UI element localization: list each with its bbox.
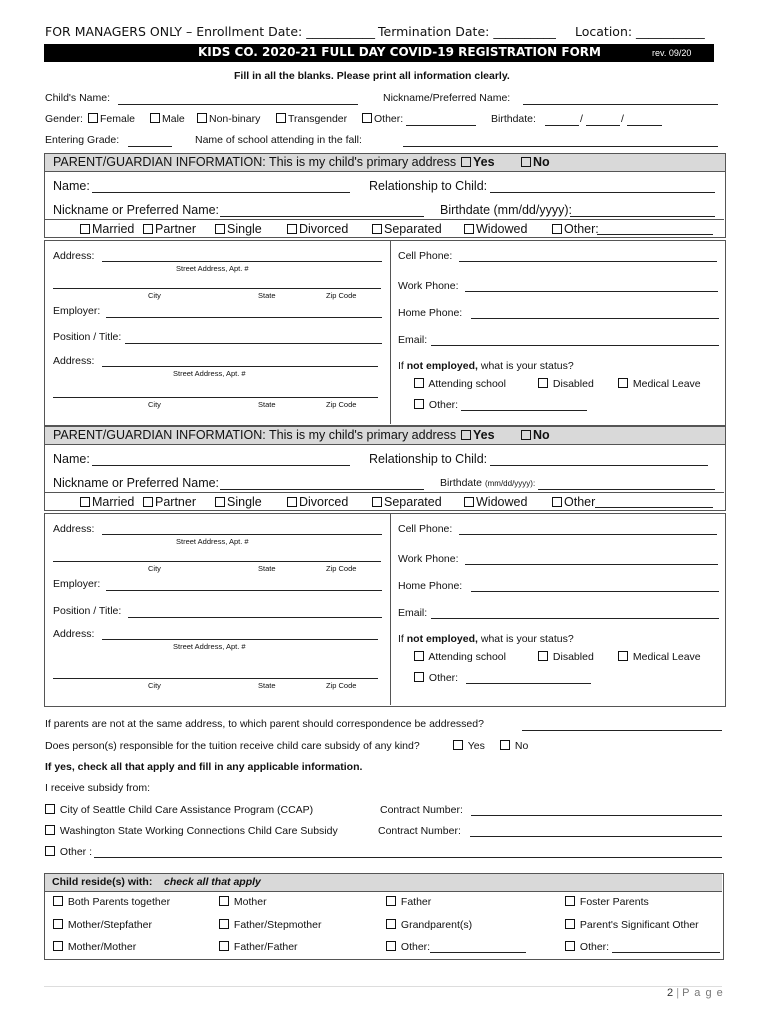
checkbox-icon (414, 378, 424, 388)
zip-hint: Zip Code (326, 291, 357, 300)
checkbox-icon (215, 224, 225, 234)
checkbox-icon (386, 919, 396, 929)
checkbox-icon (143, 497, 153, 507)
parent1-position-field[interactable] (125, 343, 382, 344)
resides-father[interactable]: Father (386, 896, 431, 908)
resides-header: Child reside(s) with: check all that apply (45, 874, 722, 892)
parent1-address-label: Address: (53, 250, 95, 262)
resides-other-1[interactable]: Other: (386, 941, 430, 953)
checkbox-icon (565, 896, 575, 906)
parent1-nickname-label: Nickname or Preferred Name: (53, 203, 220, 217)
page-number: 2 (667, 987, 674, 999)
gender-label: Gender: (45, 113, 83, 125)
checkbox-icon (414, 399, 424, 409)
parent1-nickname-field[interactable] (220, 216, 424, 217)
parent2-work-street-field[interactable] (102, 639, 378, 640)
parent2-relationship-label: Relationship to Child: (369, 452, 488, 466)
parent1-single[interactable]: Single (215, 222, 262, 236)
checkbox-icon (372, 224, 382, 234)
birthdate-sep: / (580, 113, 583, 125)
child-name-label: Child's Name: (45, 92, 111, 104)
parent2-home-field[interactable] (471, 591, 719, 592)
parent1-employer-label: Employer: (53, 305, 101, 317)
checkbox-icon (521, 430, 531, 440)
checkbox-icon (45, 846, 55, 856)
parent1-work-label: Work Phone: (398, 280, 459, 292)
parent1-detail-box (44, 240, 726, 426)
birth-year-field[interactable] (627, 125, 662, 126)
state-hint: State (258, 291, 276, 300)
parent1-cell-label: Cell Phone: (398, 250, 453, 262)
parent1-other-field[interactable] (597, 234, 713, 235)
resides-mother-stepfather[interactable]: Mother/Stepfather (53, 919, 152, 931)
parent1-name-label: Name: (53, 179, 90, 193)
checkbox-icon (45, 825, 55, 835)
parent1-married[interactable]: Married (80, 222, 134, 236)
managers-location: Location: ___________ (575, 24, 705, 39)
parent2-email-field[interactable] (431, 618, 719, 619)
wccc-option[interactable]: Washington State Working Connections Child Care Subsidy (45, 825, 338, 837)
parent2-single[interactable]: Single (215, 495, 262, 509)
resides-father-father[interactable]: Father/Father (219, 941, 298, 953)
parent1-widowed[interactable]: Widowed (464, 222, 527, 236)
subsidy-no[interactable]: No (500, 740, 528, 752)
parent1-attending[interactable]: Attending school (414, 378, 506, 390)
checkbox-icon (219, 896, 229, 906)
parent1-separated[interactable]: Separated (372, 222, 442, 236)
parent1-partner[interactable]: Partner (143, 222, 196, 236)
resides-grandparents[interactable]: Grandparent(s) (386, 919, 472, 931)
parent2-nickname-label: Nickname or Preferred Name: (53, 476, 220, 490)
subsidy-other-field[interactable] (94, 857, 722, 858)
parent2-medical[interactable]: Medical Leave (618, 651, 701, 663)
parent2-email-label: Email: (398, 607, 428, 619)
checkbox-icon (215, 497, 225, 507)
checkbox-icon (143, 224, 153, 234)
instructions: Fill in all the blanks. Please print all information clearly. (234, 70, 510, 82)
street-hint: Street Address, Apt. # (176, 264, 249, 273)
resides-mother[interactable]: Mother (219, 896, 267, 908)
parent2-position-field[interactable] (128, 617, 382, 618)
school-label: Name of school attending in the fall: (195, 134, 362, 146)
parent2-home-label: Home Phone: (398, 580, 463, 592)
birth-day-field[interactable] (586, 125, 620, 126)
parent1-work-street-field[interactable] (102, 366, 378, 367)
parent1-header: PARENT/GUARDIAN INFORMATION: This is my child's primary address Yes No (44, 153, 726, 172)
zip-hint: Zip Code (326, 564, 357, 573)
state-hint: State (258, 681, 276, 690)
child-name-field[interactable] (118, 104, 358, 105)
checkbox-icon (362, 113, 372, 123)
gender-male[interactable]: Male (150, 113, 185, 125)
divider (44, 219, 724, 220)
checkbox-icon (219, 941, 229, 951)
checkbox-icon (150, 113, 160, 123)
checkbox-icon (45, 804, 55, 814)
gender-transgender[interactable]: Transgender (276, 113, 347, 125)
street-hint: Street Address, Apt. # (173, 369, 246, 378)
title-bar (44, 44, 714, 62)
parent2-cell-field[interactable] (459, 534, 717, 535)
checkbox-icon (618, 378, 628, 388)
resides-other-1-field[interactable] (430, 952, 526, 953)
subsidy-instructions: If yes, check all that apply and fill in any applicable information. (45, 761, 363, 773)
parent2-attending[interactable]: Attending school (414, 651, 506, 663)
ccap-contract-label: Contract Number: (380, 804, 463, 816)
state-hint: State (258, 564, 276, 573)
checkbox-icon (53, 896, 63, 906)
parent2-other-field[interactable] (595, 507, 713, 508)
gender-nonbinary[interactable]: Non-binary (197, 113, 260, 125)
parent1-birthdate-label: Birthdate (mm/dd/yyyy): (440, 203, 572, 217)
street-hint: Street Address, Apt. # (173, 642, 246, 651)
parent1-status-other[interactable]: Other: (414, 399, 458, 411)
parent1-relationship-field[interactable] (490, 192, 715, 193)
parent1-medical[interactable]: Medical Leave (618, 378, 701, 390)
parent1-employer-field[interactable] (106, 317, 382, 318)
parent1-cell-field[interactable] (459, 261, 717, 262)
parent2-name-label: Name: (53, 452, 90, 466)
checkbox-icon (197, 113, 207, 123)
checkbox-icon (386, 941, 396, 951)
parent1-home-label: Home Phone: (398, 307, 463, 319)
checkbox-icon (464, 224, 474, 234)
checkbox-icon (53, 919, 63, 929)
checkbox-icon (453, 740, 463, 750)
checkbox-icon (461, 157, 471, 167)
parent2-employer-field[interactable] (106, 590, 382, 591)
parent1-home-field[interactable] (471, 318, 719, 319)
birthdate-sep: / (621, 113, 624, 125)
divider (390, 513, 391, 705)
checkbox-icon (552, 224, 562, 234)
subsidy-other-option[interactable]: Other : (45, 846, 92, 858)
parent1-work-field[interactable] (465, 291, 718, 292)
parent2-primary-yes[interactable]: Yes (461, 428, 495, 442)
checkbox-icon (414, 672, 424, 682)
parent2-status-other-field[interactable] (466, 683, 591, 684)
parent2-header: PARENT/GUARDIAN INFORMATION: This is my child's primary address Yes No (44, 426, 726, 445)
checkbox-icon (538, 651, 548, 661)
wccc-contract-field[interactable] (470, 836, 722, 837)
parent2-status-question: If not employed, what is your status? (398, 633, 574, 645)
gender-other[interactable]: Other: (362, 113, 403, 125)
checkbox-icon (287, 497, 297, 507)
zip-hint: Zip Code (326, 681, 357, 690)
city-hint: City (148, 681, 161, 690)
parent1-work-city-field[interactable] (53, 397, 378, 398)
parent2-name-field[interactable] (92, 465, 350, 466)
checkbox-icon (414, 651, 424, 661)
page-word: P a g e (682, 987, 724, 999)
divider (390, 240, 391, 424)
subsidy-yes[interactable]: Yes (453, 740, 485, 752)
parent1-primary-no[interactable]: No (521, 155, 550, 169)
parent1-email-field[interactable] (431, 345, 719, 346)
parent1-status-question: If not employed, what is your status? (398, 360, 574, 372)
checkbox-icon (88, 113, 98, 123)
receive-label: I receive subsidy from: (45, 782, 151, 794)
city-hint: City (148, 400, 161, 409)
parent1-email-label: Email: (398, 334, 428, 346)
parent2-address-label: Address: (53, 523, 95, 535)
parent2-divorced[interactable]: Divorced (287, 495, 348, 509)
parent2-other[interactable]: Other (552, 495, 595, 509)
parent2-relationship-field[interactable] (490, 465, 708, 466)
child-nickname-label: Nickname/Preferred Name: (383, 92, 511, 104)
ccap-contract-field[interactable] (471, 815, 722, 816)
parent2-work-address-label: Address: (53, 628, 95, 640)
parent2-birthdate-label: Birthdate (mm/dd/yyyy): (440, 477, 536, 489)
managers-termination: Termination Date: __________ (378, 24, 556, 39)
managers-enrollment: FOR MANAGERS ONLY – Enrollment Date: ___________ (45, 24, 375, 39)
checkbox-icon (80, 497, 90, 507)
resides-other-2-field[interactable] (612, 952, 720, 953)
birth-month-field[interactable] (545, 125, 579, 126)
divider (44, 492, 724, 493)
parent1-primary-yes[interactable]: Yes (461, 155, 495, 169)
parent2-employer-label: Employer: (53, 578, 101, 590)
parent2-partner[interactable]: Partner (143, 495, 196, 509)
correspondence-question: If parents are not at the same address, to which parent should correspondence be addressed? (45, 718, 484, 730)
gender-other-field[interactable] (406, 125, 476, 126)
zip-hint: Zip Code (326, 400, 357, 409)
gender-female[interactable]: Female (88, 113, 135, 125)
birthdate-label: Birthdate: (491, 113, 536, 125)
form-title: KIDS CO. 2020-21 FULL DAY COVID-19 REGISTRATION FORM (198, 45, 601, 59)
checkbox-icon (464, 497, 474, 507)
street-hint: Street Address, Apt. # (176, 537, 249, 546)
school-field[interactable] (403, 146, 718, 147)
parent2-cell-label: Cell Phone: (398, 523, 453, 535)
checkbox-icon (80, 224, 90, 234)
checkbox-icon (372, 497, 382, 507)
resides-both-parents[interactable]: Both Parents together (53, 896, 170, 908)
resides-mother-mother[interactable]: Mother/Mother (53, 941, 136, 953)
checkbox-icon (53, 941, 63, 951)
parent1-divorced[interactable]: Divorced (287, 222, 348, 236)
parent1-birthdate-field[interactable] (570, 216, 715, 217)
parent1-disabled[interactable]: Disabled (538, 378, 594, 390)
checkbox-icon (552, 497, 562, 507)
parent2-work-city-field[interactable] (53, 678, 378, 679)
resides-significant-other[interactable]: Parent's Significant Other (565, 919, 699, 931)
checkbox-icon (276, 113, 286, 123)
resides-other-2[interactable]: Other: (565, 941, 609, 953)
grade-label: Entering Grade: (45, 134, 120, 146)
parent2-work-field[interactable] (465, 564, 718, 565)
parent2-city-field[interactable] (53, 561, 381, 562)
parent1-city-field[interactable] (53, 288, 381, 289)
subsidy-question: Does person(s) responsible for the tuition receive child care subsidy of any kind? (45, 740, 420, 752)
parent1-relationship-label: Relationship to Child: (369, 179, 488, 193)
parent2-street-field[interactable] (102, 534, 382, 535)
checkbox-icon (538, 378, 548, 388)
correspondence-field[interactable] (522, 730, 722, 731)
parent2-position-label: Position / Title: (53, 605, 122, 617)
child-nickname-field[interactable] (523, 104, 718, 105)
parent1-work-address-label: Address: (53, 355, 95, 367)
checkbox-icon (618, 651, 628, 661)
ccap-option[interactable]: City of Seattle Child Care Assistance Program (CCAP) (45, 804, 313, 816)
parent2-nickname-field[interactable] (220, 489, 424, 490)
revision-label: rev. 09/20 (652, 48, 692, 58)
resides-father-stepmother[interactable]: Father/Stepmother (219, 919, 321, 931)
grade-field[interactable] (128, 146, 172, 147)
parent2-separated[interactable]: Separated (372, 495, 442, 509)
parent2-widowed[interactable]: Widowed (464, 495, 527, 509)
checkbox-icon (287, 224, 297, 234)
page-footer: 2 | P a g e (667, 987, 724, 999)
checkbox-icon (521, 157, 531, 167)
checkbox-icon (565, 941, 575, 951)
wccc-contract-label: Contract Number: (378, 825, 461, 837)
resides-foster-parents[interactable]: Foster Parents (565, 896, 649, 908)
checkbox-icon (386, 896, 396, 906)
parent2-married[interactable]: Married (80, 495, 134, 509)
checkbox-icon (500, 740, 510, 750)
parent1-street-field[interactable] (102, 261, 382, 262)
parent1-status-other-field[interactable] (461, 410, 587, 411)
parent1-position-label: Position / Title: (53, 331, 122, 343)
state-hint: State (258, 400, 276, 409)
checkbox-icon (219, 919, 229, 929)
parent2-status-other[interactable]: Other: (414, 672, 458, 684)
footer-rule (44, 986, 722, 987)
city-hint: City (148, 291, 161, 300)
city-hint: City (148, 564, 161, 573)
parent1-name-field[interactable] (92, 192, 350, 193)
parent1-other[interactable]: Other: (552, 222, 599, 236)
parent2-primary-no[interactable]: No (521, 428, 550, 442)
parent2-disabled[interactable]: Disabled (538, 651, 594, 663)
parent2-birthdate-field[interactable] (538, 489, 715, 490)
parent2-work-label: Work Phone: (398, 553, 459, 565)
checkbox-icon (565, 919, 575, 929)
checkbox-icon (461, 430, 471, 440)
